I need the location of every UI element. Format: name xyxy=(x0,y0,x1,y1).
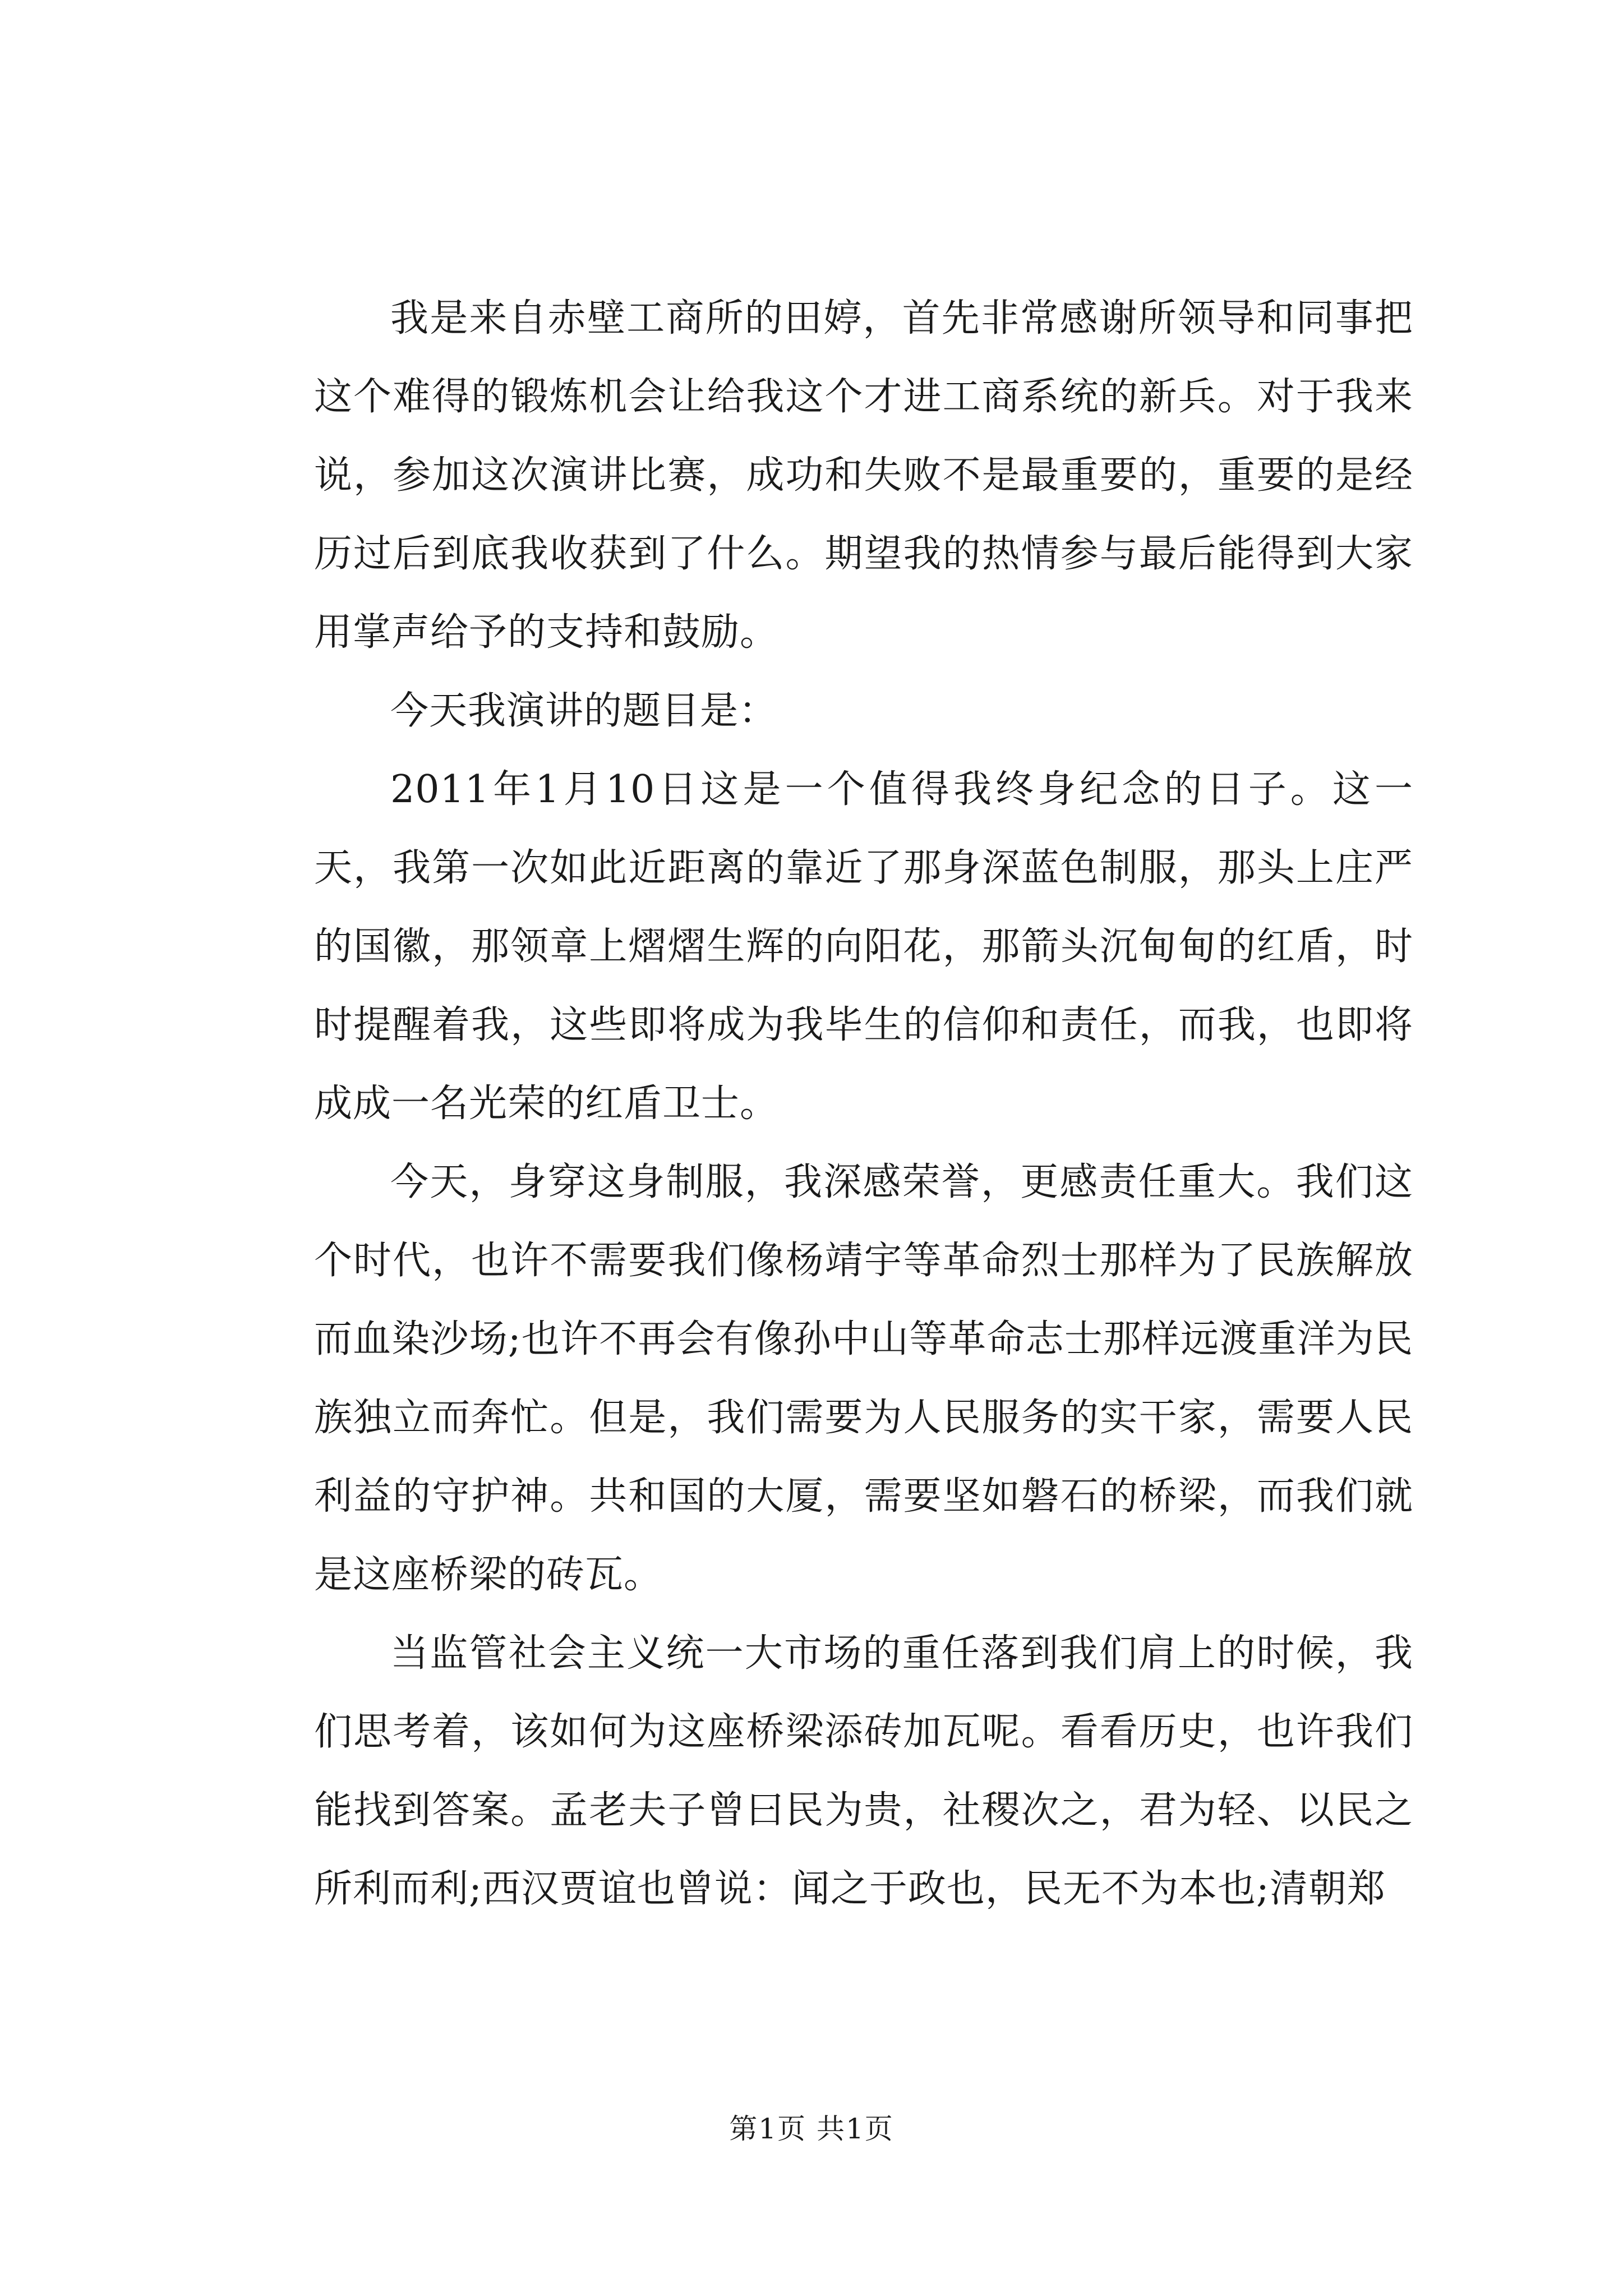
paragraph-topic: 今天我演讲的题目是： xyxy=(390,689,778,733)
paragraph-uniform: 今天，身穿这身制服，我深感荣誉，更感责任重大。我们这个时代，也许不需要我们像杨靖宇等革命烈士那样为了民族解放而血染沙场;也许不再会有像孙中山等革命志士那样远渡重洋为民族独立而奔忙。但是，我们需要为人民服务的实干家，需要人民利益的守护神。共和国的大厦，需要坚如磐石的桥梁，而我们就是这座桥梁的砖瓦。 xyxy=(314,1160,1413,1597)
document-body xyxy=(314,279,1413,1929)
paragraph-market: 当监管社会主义统一大市场的重任落到我们肩上的时候，我们思考着，该如何为这座桥梁添砖加瓦呢。看看历史，也许我们能找到答案。孟老夫子曾曰民为贵，社稷次之，君为轻、以民之所利而利;西汉贾谊也曾说：闻之于政也，民无不为本也;清朝郑 xyxy=(314,1631,1413,1911)
paragraph-intro: 我是来自赤壁工商所的田婷，首先非常感谢所领导和同事把这个难得的锻炼机会让给我这个才进工商系统的新兵。对于我来说，参加这次演讲比赛，成功和失败不是最重要的，重要的是经历过后到底我收获到了什么。期望我的热情参与最后能得到大家用掌声给予的支持和鼓励。 xyxy=(314,296,1413,655)
paragraph-date: 2011年1月10日这是一个值得我终身纪念的日子。这一天，我第一次如此近距离的靠近了那身深蓝色制服，那头上庄严的国徽，那领章上熠熠生辉的向阳花，那箭头沉甸甸的红盾，时时提醒着我，这些即将成为我毕生的信仰和责任，而我，也即将成成一名光荣的红盾卫士。 xyxy=(314,767,1413,1126)
page-footer: 第1页 共1页 xyxy=(729,2113,894,2145)
